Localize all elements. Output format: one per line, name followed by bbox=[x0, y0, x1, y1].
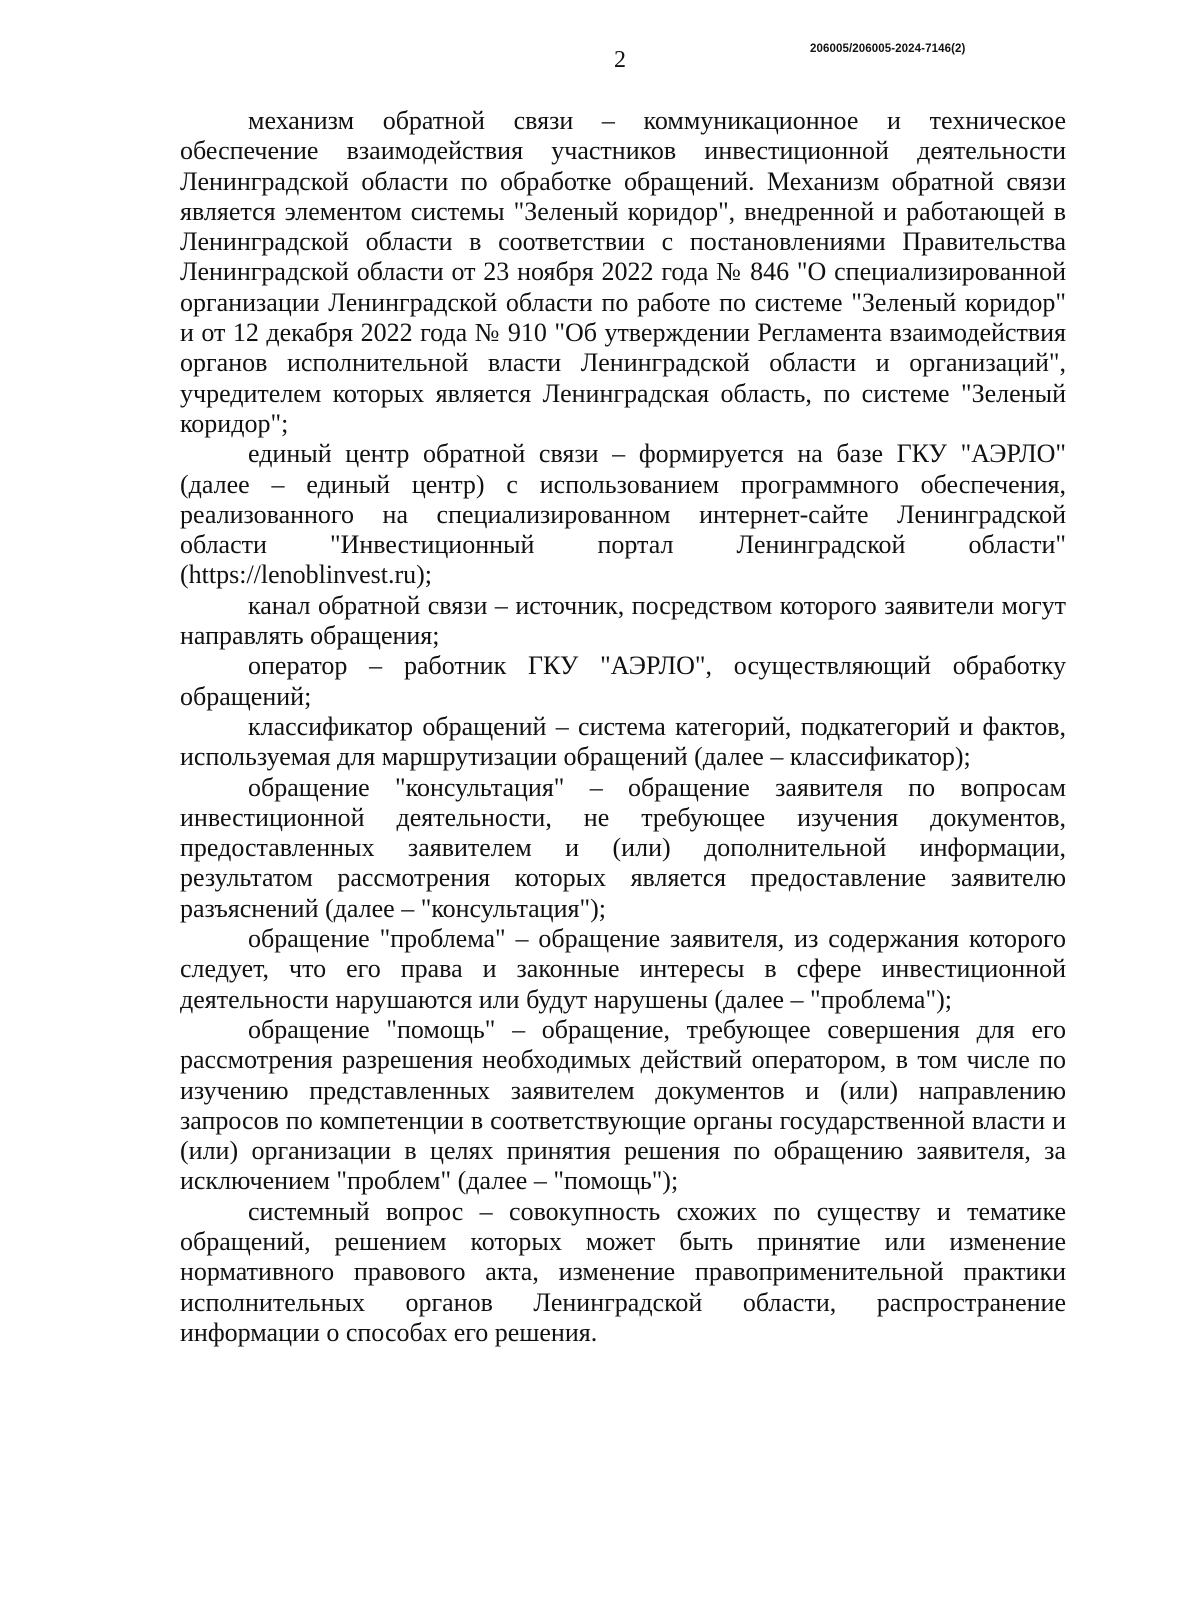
paragraph-feedback-channel: канал обратной связи – источник, посредством которого заявители могут направлять обращения; bbox=[180, 590, 1066, 651]
paragraph-help: обращение "помощь" – обращение, требующее совершения для его рассмотрения разрешения необходимых действий оператором, в том числе по изучению представленных заявителем документов и (или) направлению запросов по компетенции в соответствующие органы государственной власти и (или) организации в целях принятия решения по обращению заявителя, за исключением "проблем" (далее – "помощь"); bbox=[180, 1014, 1066, 1196]
document-id: 206005/206005-2024-7146(2) bbox=[810, 43, 966, 55]
paragraph-consultation: обращение "консультация" – обращение заявителя по вопросам инвестиционной деятельности, не требующее изучения документов, предоставленных заявителем и (или) дополнительной информации, результатом рассмотрения которых является предоставление заявителю разъяснений (далее – "консультация"); bbox=[180, 772, 1066, 923]
paragraph-operator: оператор – работник ГКУ "АЭРЛО", осуществляющий обработку обращений; bbox=[180, 651, 1066, 711]
paragraph-classifier: классификатор обращений – система категорий, подкатегорий и фактов, используемая для маршрутизации обращений (далее – классификатор); bbox=[180, 711, 1066, 772]
paragraph-problem: обращение "проблема" – обращение заявителя, из содержания которого следует, что его права и законные интересы в сфере инвестиционной деятельности нарушаются или будут нарушены (далее – "проблема"); bbox=[180, 924, 1066, 1014]
paragraph-system-question: системный вопрос – совокупность схожих по существу и тематике обращений, решением которых может быть принятие или изменение нормативного правового акта, изменение правоприменительной практики исполнительных органов Ленинградской области, распространение информации о способах его решения. bbox=[180, 1196, 1066, 1347]
paragraph-feedback-mechanism: механизм обратной связи – коммуникационное и техническое обеспечение взаимодействия участников инвестиционной деятельности Ленинградской области по обработке обращений. Механизм обратной связи является элементом системы "Зеленый коридор", внедренной и работающей в Ленинградской области в соответствии с постановлениями Правительства Ленинградской области от 23 ноября 2022 года № 846 "О специализированной организации Ленинградской области по работе по системе "Зеленый коридор" и от 12 декабря 2022 года № 910 "Об утверждении Регламента взаимодействия органов исполнительной власти Ленинградской области и организаций", учредителем которых является Ленинградская область, по системе "Зеленый коридор"; bbox=[180, 106, 1066, 438]
page-number: 2 bbox=[614, 47, 626, 73]
document-body bbox=[180, 106, 1066, 1348]
paragraph-unified-center: единый центр обратной связи – формируется на базе ГКУ "АЭРЛО" (далее – единый центр) с использованием программного обеспечения, реализованного на специализированном интернет-сайте Ленинградской области "Инвестиционный портал Ленинградской области" (https://lenoblinvest.ru); bbox=[180, 439, 1066, 590]
